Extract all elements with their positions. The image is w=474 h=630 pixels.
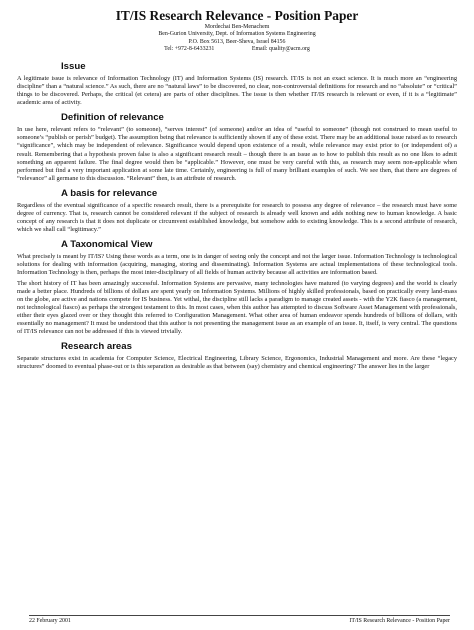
author-name: Mordechai Ben-Menachem	[204, 24, 270, 30]
footer-running-title: IT/IS Research Relevance - Position Paper	[349, 618, 450, 624]
author-affiliation: Ben-Gurion University, Dept. of Information Systems Engineering	[158, 31, 316, 38]
contact-line	[17, 46, 457, 53]
author-address: P.O. Box 5613, Beer-Sheva, Israel 84156	[188, 38, 286, 45]
paper-title: IT/IS Research Relevance - Position Paper	[115, 8, 359, 23]
section-heading-definition: Definition of relevance	[61, 112, 164, 124]
paragraph-issue: A legitimate issue is relevance of Information Technology (IT) and Information Systems (IS) research. IT/IS is not an exact science. It is much more an “engineering discipline” than a “natural science.” As such, there are no “natural laws” to be discovered, no clear, non-controversial definitions for research and no “absolute” or “critical” things to be discovered. Perhaps, the critical (et cetera) are parts of other disciplines. The issue is then whether IT/IS research is relevant or even, if it is a “legitimate” academic area of activity.	[17, 75, 457, 107]
section-heading-taxonomy: A Taxonomical View	[61, 238, 153, 250]
page-footer	[29, 615, 450, 625]
footer-date: 22 February 2001	[29, 618, 71, 624]
paragraph-taxonomy-2: The short history of IT has been amazingly successful. Information Systems are pervasive, many technologies have matured (to varying degrees) and the world is clearly made a better place. Hundreds of billions of dollars are spent yearly on Information Systems. Millions of highly skilled professionals, based on practically every land-mass on the globe, are active and nations compete for IS business. Yet withal, the discipline still lacks a paradigm to manage created assets - with the Y2K fiasco (a management, not technological fiasco) as perhaps the strongest testament to this. In most cases, when this author has attempted to discuss Software Asset Management with professionals, either their eyes glazed over or they thought this referred to Configuration Management. What other area of human endeavor spends hundreds of billions of dollars, with essentially no management? It must be understood that this author is not presenting the management issue as an example of an issue. It, itself, is very central. The questions of IT/IS relevance can not be addressed if this is viewed trivially.	[17, 280, 457, 336]
paragraph-research-areas: Separate structures exist in academia for Computer Science, Electrical Engineering, Library Science, Ergonomics, Industrial Management and more. Are these “legacy structures” doomed to eventual phase-out or is this separation as desirable as that between (say) chemistry and chemical engineering? The answer lies in the larger	[17, 355, 457, 371]
section-heading-basis: A basis for relevance	[61, 187, 158, 199]
paragraph-taxonomy-1: What precisely is meant by IT/IS? Using these words as a term, one is in danger of seeing only the concept and not the larger issue. Information Technology is technological solutions for dealing with information (acquiring, managing, storing and disseminating). Information Systems are actual implementations of these technological tools. Information Technology is then, perhaps the most inter-disciplinary of all fields of human activity because all activities are information based.	[17, 252, 457, 276]
paragraph-basis: Regardless of the eventual significance of a specific research result, there is a prerequisite for research to possess any degree of relevance – the research must have some degree of currency. That is, research cannot be considered relevant if the subject of research is already well known and adds nothing new to human knowledge. A basic concept of any research is that it does not duplicate or circumvent established knowledge, but somehow adds to existing knowledge. This is a second attribute of research, which we shall call “legitimacy.”	[17, 201, 457, 233]
author-email: Email: quality@acm.org	[251, 45, 310, 52]
author-phone: Tel: +972-8-6433231	[164, 45, 215, 52]
paragraph-definition: In use here, relevant refers to “relevant” (to someone), “serves interest” (of someone) and/or an idea of “useful to someone” (though not construed to mean useful to someone’s “publish or perish” budget). The assumption being that relevance is sufficiently shown if any of these exist. There may be an additional issue raised as to research “significance”, which may be independent of relevance. Significance would depend upon existence of a result, while relevance may exist prior to (or independent of) a result. Remembering that a hypothesis proven false is also a significant research result – though there is an issue as to how to publish this result as no one likes to admit something an apparent failure. The final degree would then be “applicable.” However, one must be very careful with this, as research may seem non-applicable when performed but find a very important application at some late time. Certainly, engineering is full of many brilliant examples of such. We see then, that there are degrees of “relevance” all germane to this discussion. “Relevant” then, is an attribute of research.	[17, 126, 457, 182]
section-heading-issue: Issue	[61, 61, 86, 73]
section-heading-research-areas: Research areas	[61, 341, 132, 353]
